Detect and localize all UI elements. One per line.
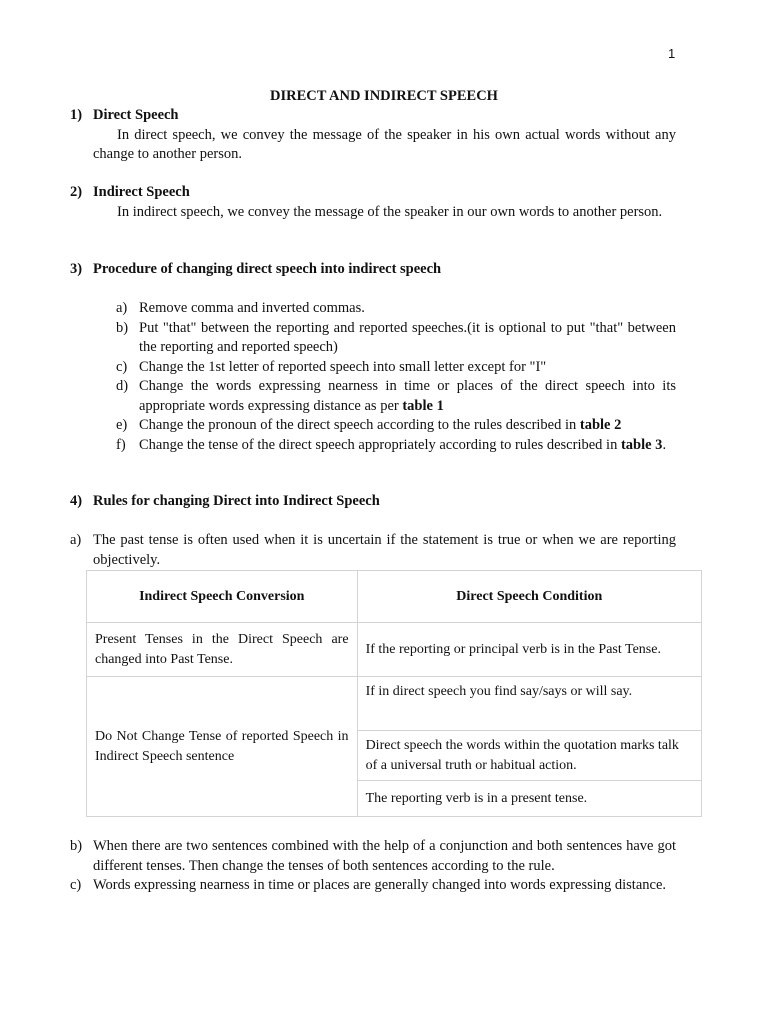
list-item-punctuation: . <box>662 436 667 453</box>
list-item <box>70 837 676 876</box>
list-item <box>116 436 676 456</box>
tense-rules-table <box>86 570 702 817</box>
list-item <box>116 299 676 319</box>
table-row <box>87 623 702 677</box>
table-cell: If in direct speech you find say/says or will say. <box>357 677 701 731</box>
section-heading <box>70 492 676 512</box>
list-item <box>116 416 676 436</box>
section-heading <box>70 183 676 203</box>
page-number: 1 <box>668 46 676 61</box>
section-number: 4) <box>70 493 83 509</box>
section-heading <box>70 106 676 126</box>
list-item-letter: c) <box>116 358 128 375</box>
table-cell: Present Tenses in the Direct Speech are changed into Past Tense. <box>87 623 358 677</box>
paragraph-text: In direct speech, we convey the message of the speaker in his own actual words without any change to another person. <box>93 126 676 162</box>
table-cell: Direct speech the words within the quotation marks talk of a universal truth or habitual action. <box>357 731 701 781</box>
table-reference: table 3 <box>620 436 663 453</box>
section-indirect-speech <box>70 183 676 222</box>
list-item-letter: f) <box>116 436 126 453</box>
column-header: Direct Speech Condition <box>357 571 701 623</box>
section-heading <box>70 260 676 280</box>
section-title: Indirect Speech <box>93 184 190 200</box>
section-title: Procedure of changing direct speech into indirect speech <box>93 261 442 277</box>
list-item-letter: b) <box>116 319 129 336</box>
table-reference: table 1 <box>402 397 444 414</box>
section-number: 3) <box>70 261 83 277</box>
column-header: Indirect Speech Conversion <box>87 571 358 623</box>
list-item-text <box>139 436 676 456</box>
list-item-letter: c) <box>70 877 82 893</box>
section-paragraph <box>70 126 676 165</box>
list-item <box>116 358 676 378</box>
section-direct-speech <box>70 106 676 165</box>
table-row <box>87 677 702 731</box>
table-cell: The reporting verb is in a present tense. <box>357 781 701 817</box>
section-number: 2) <box>70 184 83 200</box>
table-cell: Do Not Change Tense of reported Speech in Indirect Speech sentence <box>87 677 358 817</box>
list-item-letter: b) <box>70 838 83 854</box>
section-title: Rules for changing Direct into Indirect Speech <box>93 493 380 509</box>
rule-a <box>70 531 676 570</box>
section-number: 1) <box>70 107 83 123</box>
list-item-letter: d) <box>116 378 129 394</box>
rules-b-c <box>70 837 676 896</box>
list-item-text: The past tense is often used when it is uncertain if the statement is true or when we are reporting objectively. <box>93 532 676 568</box>
list-item-text: Words expressing nearness in time or places are generally changed into words expressing distance. <box>93 877 667 893</box>
section-rules <box>70 492 676 512</box>
list-item-letter: a) <box>116 300 128 316</box>
table-reference: table 2 <box>579 417 622 433</box>
section-procedure <box>70 260 676 280</box>
list-item-text: When there are two sentences combined with the help of a conjunction and both sentences have got different tenses. Then change the tenses of both sentences according to the rule. <box>93 838 676 874</box>
list-item-body: Change the pronoun of the direct speech according to the rules described in <box>139 417 580 433</box>
table-cell: If the reporting or principal verb is in the Past Tense. <box>357 623 701 677</box>
paragraph-text: In indirect speech, we convey the message of the speaker in our own words to another person. <box>117 203 663 220</box>
list-item-text: Change the 1st letter of reported speech into small letter except for "I" <box>139 358 547 375</box>
table-header-row <box>87 571 702 623</box>
section-title: Direct Speech <box>93 107 179 123</box>
list-item <box>70 531 676 570</box>
list-item <box>116 319 676 358</box>
list-item-text: Remove comma and inverted commas. <box>139 300 365 316</box>
list-item-letter: a) <box>70 532 82 548</box>
list-item-text <box>139 416 676 436</box>
list-item-letter: e) <box>116 417 128 433</box>
list-item <box>70 876 676 896</box>
document-title: DIRECT AND INDIRECT SPEECH <box>270 88 498 104</box>
list-item-body: Change the tense of the direct speech appropriately according to rules described in <box>139 436 621 453</box>
section-paragraph <box>70 203 676 223</box>
list-item <box>116 377 676 416</box>
procedure-steps-list <box>116 299 676 455</box>
list-item-text: Put "that" between the reporting and reported speeches.(it is optional to put "that" between the reporting and reported speech) <box>139 319 676 355</box>
list-item-body: Change the words expressing nearness in time or places of the direct speech into its appropriate words expressing distance as per <box>139 378 676 414</box>
list-item-text <box>139 377 676 416</box>
